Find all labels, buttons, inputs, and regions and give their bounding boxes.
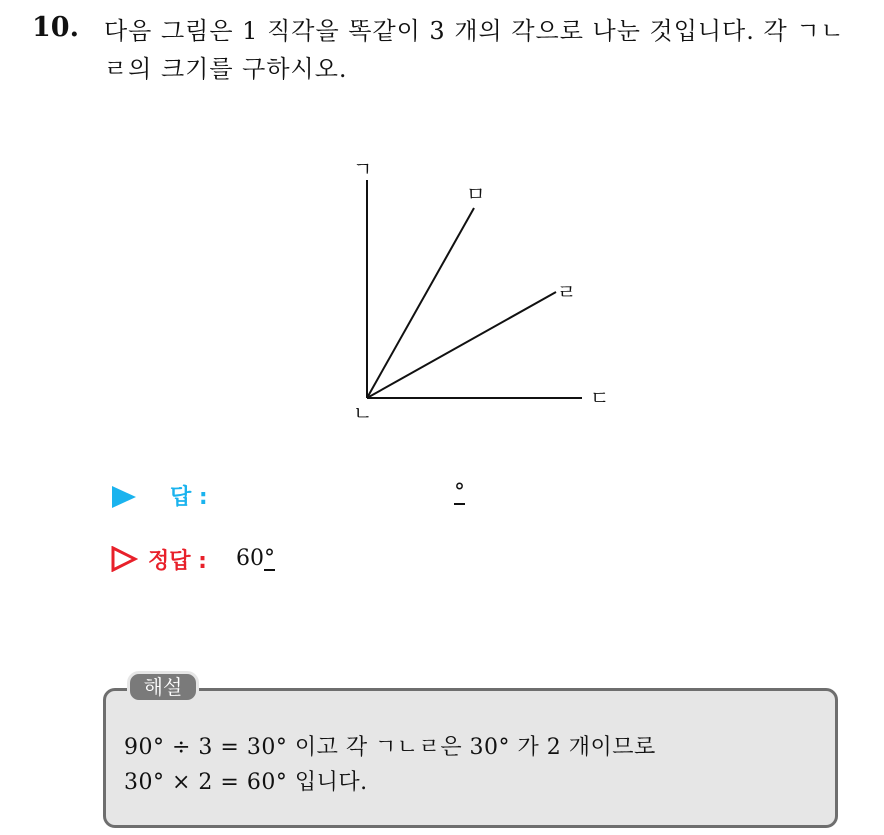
question-number: 10.: [32, 12, 79, 43]
play-triangle-icon: [112, 486, 136, 508]
correct-answer-label: 정답 :: [148, 549, 207, 574]
ray-lower: [367, 292, 556, 398]
correct-answer-value: [236, 546, 275, 571]
label-right: ㄷ: [590, 386, 610, 410]
label-lower-ray: ㄹ: [557, 280, 577, 304]
label-vertex: ㄴ: [353, 401, 373, 425]
label-top: ㄱ: [353, 157, 373, 181]
explanation-tab: 해설: [127, 671, 199, 703]
label-upper-ray: ㅁ: [466, 182, 486, 206]
answer-label: 답 :: [170, 485, 208, 510]
outline-triangle-icon: [110, 546, 138, 572]
ray-upper: [367, 208, 474, 398]
explanation-line-2: 30° × 2 = 60° 입니다.: [124, 770, 368, 795]
explanation-line-1: 90° ÷ 3 = 30° 이고 각 ㄱㄴㄹ은 30° 가 2 개이므로: [124, 735, 656, 760]
answer-blank[interactable]: °: [454, 480, 465, 505]
answer-row: [110, 478, 510, 518]
correct-answer-row: [110, 542, 510, 582]
correct-answer-unit: °: [264, 546, 275, 571]
correct-answer-number: 60: [236, 546, 264, 571]
question-text: 다음 그림은 1 직각을 똑같이 3 개의 각으로 나눈 것입니다. 각 ㄱㄴㄹ의 크기를 구하시오.: [104, 17, 845, 83]
